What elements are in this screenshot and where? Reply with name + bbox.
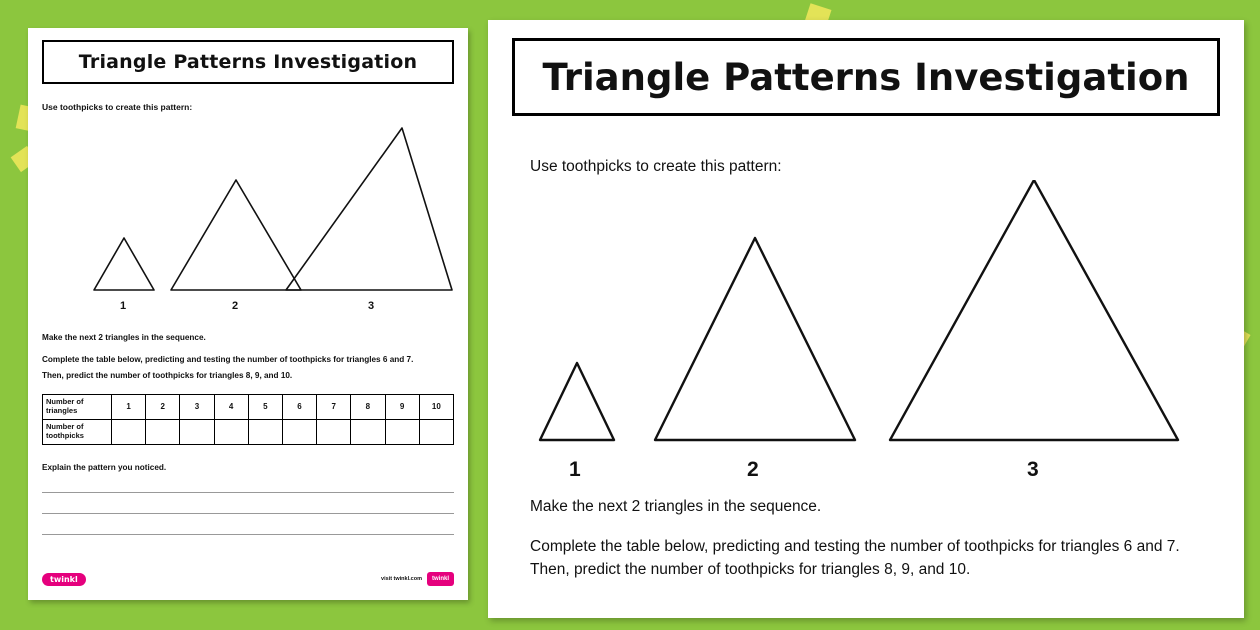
- table-cell-toothpicks-7[interactable]: [317, 419, 351, 444]
- table-cell-toothpicks-5[interactable]: [248, 419, 282, 444]
- table-cell-triangles-9: 9: [385, 394, 419, 419]
- worksheet-main[interactable]: [488, 20, 1244, 618]
- worksheet-triangle-label-3: 3: [1027, 458, 1039, 481]
- thumbnail-table-intro-line2: Then, predict the number of toothpicks for triangles 8, 9, and 10.: [42, 370, 293, 380]
- footer-right-group: [381, 572, 454, 586]
- table-cell-triangles-6: 6: [282, 394, 316, 419]
- thumbnail-table-intro-line1: Complete the table below, predicting and testing the number of toothpicks for triangles 6 and 7.: [42, 354, 414, 364]
- worksheet-triangle-diagram: [512, 180, 1220, 490]
- thumbnail-data-table: [42, 394, 454, 445]
- thumbnail-instruction: Use toothpicks to create this pattern:: [42, 102, 193, 112]
- thumbnail-content: [42, 40, 454, 590]
- worksheet-content: [512, 38, 1220, 612]
- table-cell-toothpicks-4[interactable]: [214, 419, 248, 444]
- answer-line[interactable]: [42, 520, 454, 535]
- worksheet-triangle-label-1: 1: [569, 458, 581, 481]
- thumbnail-title: Triangle Patterns Investigation: [78, 51, 418, 73]
- table-row-header-toothpicks: Number of toothpicks: [43, 419, 112, 444]
- triangle-sequence-svg: [42, 118, 454, 308]
- table-cell-triangles-1: 1: [112, 394, 146, 419]
- thumbnail-title-box: [42, 40, 454, 84]
- worksheet-table-intro-line2: Then, predict the number of toothpicks for triangles 8, 9, and 10.: [530, 560, 971, 578]
- footer-url: visit twinkl.com: [381, 576, 422, 582]
- table-cell-triangles-10: 10: [419, 394, 453, 419]
- triangle-sequence-svg-large: [512, 180, 1212, 460]
- table-row: [43, 394, 454, 419]
- table-cell-toothpicks-3[interactable]: [180, 419, 214, 444]
- worksheet-table-intro-line1: Complete the table below, predicting and testing the number of toothpicks for triangles 6 and 7.: [530, 538, 1180, 556]
- table-cell-toothpicks-10[interactable]: [419, 419, 453, 444]
- table-cell-triangles-2: 2: [146, 394, 180, 419]
- thumbnail-triangle-label-3: 3: [368, 300, 375, 312]
- table-cell-toothpicks-2[interactable]: [146, 419, 180, 444]
- worksheet-next-step: Make the next 2 triangles in the sequence.: [530, 498, 822, 515]
- worksheet-title: Triangle Patterns Investigation: [542, 55, 1190, 99]
- thumbnail-next-step: Make the next 2 triangles in the sequence.: [42, 333, 206, 342]
- table-cell-triangles-7: 7: [317, 394, 351, 419]
- thumbnail-triangle-label-1: 1: [120, 300, 127, 312]
- answer-line[interactable]: [42, 478, 454, 493]
- twinkl-badge: twinkl: [427, 572, 454, 586]
- thumbnail-triangle-diagram: [42, 118, 454, 328]
- twinkl-logo: twinkl: [42, 573, 86, 586]
- table-cell-triangles-5: 5: [248, 394, 282, 419]
- worksheet-triangle-label-2: 2: [747, 458, 759, 481]
- thumbnail-explain-prompt: Explain the pattern you noticed.: [42, 462, 167, 472]
- thumbnail-triangle-label-2: 2: [232, 300, 239, 312]
- table-row-header-triangles: Number of triangles: [43, 394, 112, 419]
- table-cell-triangles-8: 8: [351, 394, 385, 419]
- table-cell-triangles-4: 4: [214, 394, 248, 419]
- table-cell-toothpicks-8[interactable]: [351, 419, 385, 444]
- table-cell-toothpicks-1[interactable]: [112, 419, 146, 444]
- worksheet-instruction: Use toothpicks to create this pattern:: [530, 158, 782, 175]
- answer-line[interactable]: [42, 499, 454, 514]
- table-cell-triangles-3: 3: [180, 394, 214, 419]
- worksheet-title-box: [512, 38, 1220, 116]
- thumbnail-footer: [42, 572, 454, 586]
- worksheet-thumbnail[interactable]: [28, 28, 468, 600]
- table-cell-toothpicks-6[interactable]: [282, 419, 316, 444]
- table-row: [43, 419, 454, 444]
- table-cell-toothpicks-9[interactable]: [385, 419, 419, 444]
